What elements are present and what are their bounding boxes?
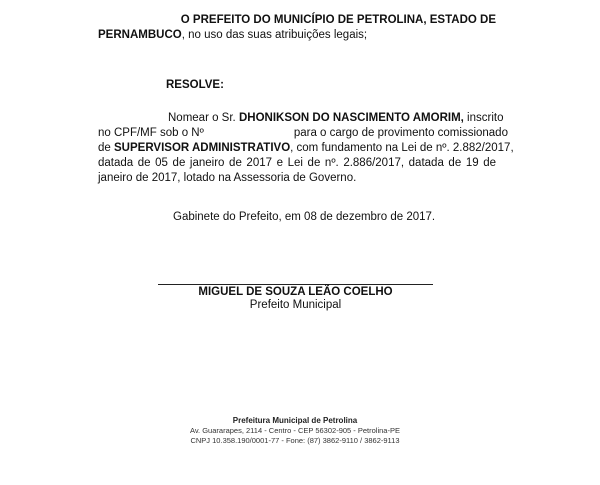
footer-address: Av. Guararapes, 2114 - Centro - CEP 56302-905 - Petrolina-PE: [190, 426, 400, 435]
place-date: Gabinete do Prefeito, em 08 de dezembro de 2017.: [173, 211, 436, 223]
footer-org: Prefeitura Municipal de Petrolina: [232, 416, 358, 425]
body-l5: janeiro de 2017, lotado na Assessoria de Governo.: [98, 172, 357, 184]
preamble-rest: , no uso das suas atribuições legais;: [181, 29, 368, 41]
appointee-role: SUPERVISOR ADMINISTRATIVO: [114, 142, 291, 154]
signatory-name: MIGUEL DE SOUZA LEÃO COELHO: [198, 286, 393, 298]
body-l1b: inscrito: [463, 112, 504, 124]
footer-contact: CNPJ 10.358.190/0001-77 - Fone: (87) 3862-9110 / 3862-9113: [190, 436, 400, 445]
signatory-title: Prefeito Municipal: [249, 299, 342, 311]
resolution-body: [98, 111, 514, 186]
body-l1a: Nomear o Sr.: [168, 112, 239, 124]
body-l4: datada de 05 de janeiro de 2017 e Lei de nº. 2.886/2017, datada de 19 de: [98, 157, 496, 169]
letterhead-footer: [170, 416, 420, 446]
preamble-state: PERNAMBUCO: [98, 29, 182, 41]
body-l3b: , com fundamento na Lei de nº. 2.882/2017,: [290, 142, 514, 154]
resolve-heading: RESOLVE:: [166, 79, 224, 91]
preamble: [98, 13, 496, 43]
appointee-name: DHONIKSON DO NASCIMENTO AMORIM,: [238, 112, 464, 124]
body-l3a: de: [98, 142, 114, 154]
body-l2b: para o cargo de provimento comissionado: [293, 127, 508, 139]
preamble-title: O PREFEITO DO MUNICÍPIO DE PETROLINA, ESTADO DE: [180, 14, 496, 26]
body-l2a: no CPF/MF sob o Nº: [98, 127, 204, 139]
